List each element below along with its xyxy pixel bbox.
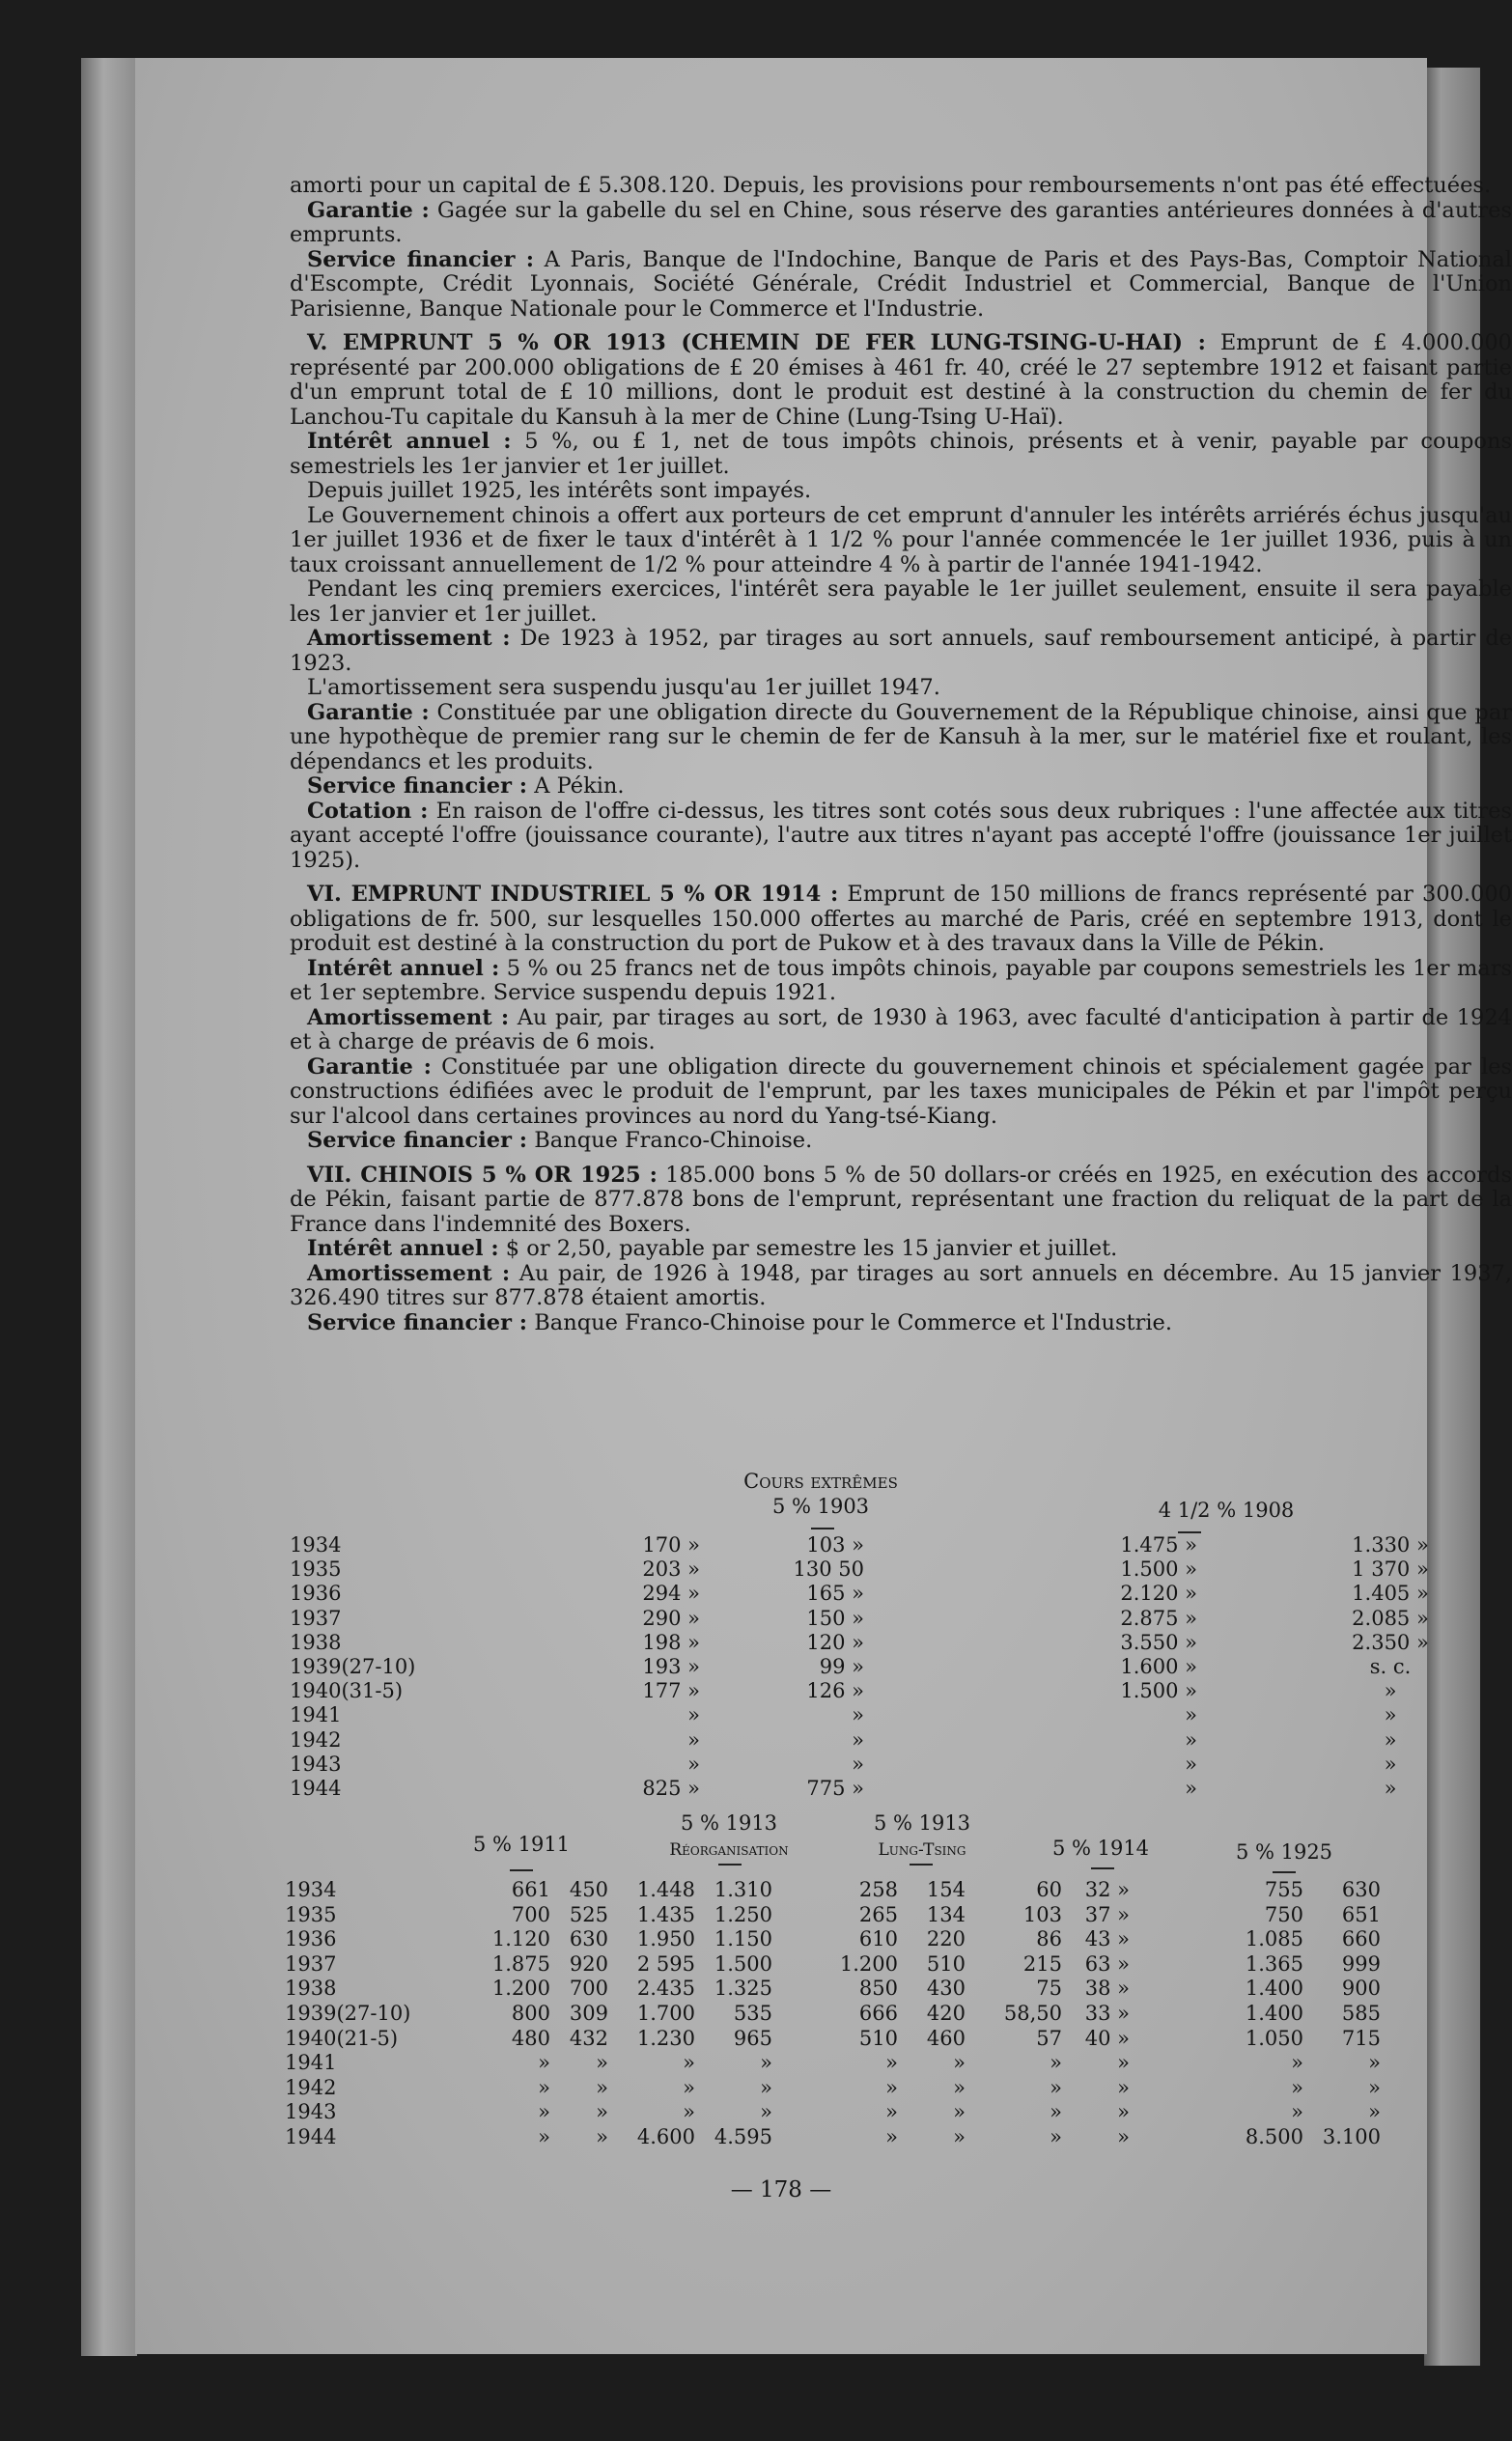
column-header: Lung-Tsing (878, 1840, 966, 1860)
table-cell: 430 (926, 1977, 966, 2001)
table-cell: » (1185, 1727, 1197, 1752)
paragraph-text: Au pair, par tirages au sort, de 1930 à 1963, avec faculté d'anticipation à partir de 1924 et à charge de préavis de 6 mois. (290, 1004, 1512, 1054)
table-cell: » (953, 2100, 966, 2124)
table-cell: 700 (569, 1977, 608, 2001)
year-label: 1940(31-5) (290, 1679, 404, 1703)
table-cell: » (852, 1703, 864, 1727)
table-cell: 99 » (819, 1655, 864, 1678)
year-label: 1942 (285, 2075, 337, 2099)
table-cell: » (1291, 2051, 1303, 2075)
year-label: 1934 (285, 1878, 337, 1901)
table-cell: 120 » (806, 1630, 864, 1654)
table-cell: 220 (926, 1927, 966, 1951)
table-cell: » (538, 2125, 550, 2148)
table-cell: 535 (733, 2002, 772, 2025)
year-label: 1939(27-10) (285, 2002, 411, 2025)
table-cell: » (1291, 2100, 1303, 2124)
table-cell: » (538, 2100, 550, 2124)
table-cell: 1.365 (1245, 1951, 1303, 1976)
paragraph-text: Constituée par une obligation directe du gouvernement chinois et spécialement gagée par les constructions édifiées avec le produit de l'emprunt, par les taxes municipales de Pékin et par l'impôt perçu sur l'alcool dans certaines provinces au nord du Yang-tsé-Kiang. (290, 1053, 1512, 1129)
table-cell: 1.085 (1245, 1927, 1303, 1951)
paragraph-label: Garantie : (307, 699, 430, 725)
table-cell: » (687, 1727, 700, 1752)
paragraph-text: A Paris, Banque de l'Indochine, Banque de Paris et des Pays-Bas, Comptoir National d'Escompte, Crédit Lyonnais, Société Générale, Crédit Industriel et Commercial, Banque de l'Union Parisienne, Banque Nationale pour le Commerce et l'Industrie. (290, 246, 1512, 322)
table-cell: » (596, 2051, 608, 2075)
paragraph (290, 883, 1512, 957)
table-cell: 3.100 (1322, 2125, 1381, 2148)
table-cell: » (1050, 2125, 1062, 2148)
year-label: 1941 (285, 2051, 337, 2075)
paragraph (290, 627, 1512, 676)
paragraph (290, 577, 1512, 627)
table-cell: 1.310 (714, 1878, 772, 1901)
table-cell: » (1384, 1679, 1397, 1703)
table-cell: 86 (1036, 1927, 1062, 1951)
book-page (135, 58, 1512, 2354)
paragraph (290, 479, 1512, 504)
table-cell: 265 (858, 1902, 898, 1926)
paragraph-text: Emprunt de 150 millions de francs représenté par 300.000 obligations de fr. 500, sur lesquelles 150.000 offertes au marché de Paris, créé en septembre 1913, dont le produit est destiné à la construction du port de Pukow et à des travaux dans la Ville de Pékin. (290, 882, 1512, 956)
year-label: 1944 (285, 2125, 337, 2148)
table-cell: 63 » (1084, 1951, 1130, 1976)
header-rule (510, 1869, 533, 1871)
year-label: 1935 (285, 1902, 337, 1926)
paragraph (290, 1262, 1512, 1311)
table-cell: 630 (569, 1927, 608, 1951)
table-cell: 1.120 (491, 1927, 550, 1951)
page-number: — 178 — (730, 2177, 832, 2203)
paragraph (290, 248, 1512, 323)
table-cell: » (1050, 2100, 1062, 2124)
table-cell: » (1368, 2100, 1381, 2124)
year-label: 1939(27-10) (290, 1655, 416, 1678)
year-label: 1940(21-5) (285, 2026, 399, 2050)
table-cell: » (1050, 2051, 1062, 2075)
table-cell: 1.500 (714, 1951, 772, 1976)
table-cell: 1.330 » (1352, 1533, 1429, 1557)
table-cell: 630 (1341, 1878, 1381, 1901)
table-cell: 198 » (642, 1630, 700, 1654)
paragraph (290, 174, 1512, 199)
table-cell: » (538, 2051, 550, 2075)
table-cell: » (1117, 2051, 1130, 2075)
table-cell: 154 (926, 1878, 966, 1901)
table-cell: » (1117, 2075, 1130, 2099)
table-cell: » (885, 2075, 898, 2099)
table-cell: 3.550 » (1120, 1630, 1197, 1654)
table-cell: 1.475 » (1120, 1533, 1197, 1557)
year-label: 1936 (285, 1927, 337, 1951)
table-cell: 2.120 » (1120, 1582, 1197, 1606)
paragraph-label: Amortissement : (307, 626, 511, 651)
table-cell: 130 50 (793, 1557, 864, 1582)
table-cell: » (1384, 1703, 1397, 1727)
table-cell: 103 » (806, 1533, 864, 1557)
paragraph-text: Banque Franco-Chinoise. (527, 1128, 813, 1153)
table-cell: 32 » (1084, 1878, 1130, 1901)
table-cell: » (852, 1727, 864, 1752)
table-cell: 651 (1341, 1902, 1381, 1926)
table-cell: » (683, 2100, 695, 2124)
table-cell: » (760, 2051, 772, 2075)
table-cell: » (1384, 1777, 1397, 1800)
paragraph (290, 957, 1512, 1006)
year-label: 1944 (290, 1777, 342, 1800)
table-cell: » (596, 2075, 608, 2099)
table-cell: » (760, 2100, 772, 2124)
paragraph (290, 504, 1512, 578)
table-cell: » (885, 2125, 898, 2148)
table-cell: 215 (1022, 1951, 1062, 1976)
table-cell: 585 (1341, 2002, 1381, 2025)
table-cell: 700 (511, 1902, 550, 1926)
table-cell: 661 (511, 1878, 550, 1901)
table-cell: 666 (858, 2002, 898, 2025)
table-cell: 177 » (642, 1679, 700, 1703)
paragraph-text: amorti pour un capital de £ 5.308.120. Depuis, les provisions pour remboursements n'ont pas été effectuées. (290, 173, 1492, 198)
year-label: 1938 (285, 1977, 337, 2001)
book-spine (81, 58, 137, 2356)
table-cell: 460 (926, 2026, 966, 2050)
column-header: 5 % 1911 (472, 1833, 571, 1856)
paragraph-text: 5 %, ou £ 1, net de tous impôts chinois, présents et à venir, payable par coupons semestriels les 1er janvier et 1er juillet. (290, 429, 1512, 479)
column-header: 5 % 1914 (1051, 1837, 1150, 1860)
paragraph (290, 701, 1512, 775)
table-caption: Cours extrêmes (743, 1470, 898, 1493)
table-cell: 825 » (642, 1777, 700, 1800)
table-cell: 965 (733, 2026, 772, 2050)
table-cell: » (885, 2051, 898, 2075)
paragraph-label: VI. EMPRUNT INDUSTRIEL 5 % OR 1914 : (307, 882, 839, 907)
paragraph-label: Cotation : (307, 798, 429, 824)
table-cell: » (953, 2125, 966, 2148)
paragraph-label: VII. CHINOIS 5 % OR 1925 : (307, 1162, 658, 1188)
year-label: 1938 (290, 1630, 342, 1654)
header-rule (1091, 1867, 1114, 1869)
paragraph-label: Service financier : (307, 246, 535, 272)
table-cell: 900 (1341, 1977, 1381, 2001)
table-cell: s. c. (1369, 1655, 1412, 1678)
table-cell: 8.500 (1245, 2125, 1303, 2148)
table-cell: 510 (858, 2026, 898, 2050)
table-cell: » (687, 1703, 700, 1727)
table-cell: » (1368, 2075, 1381, 2099)
table-cell: 610 (858, 1927, 898, 1951)
column-header: Réorganisation (669, 1840, 789, 1860)
column-header: 4 1/2 % 1908 (1158, 1499, 1295, 1522)
paragraph-label: Intérêt annuel : (307, 955, 500, 981)
table-cell: 1.400 (1245, 1977, 1303, 2001)
column-header: 5 % 1913 (680, 1811, 778, 1835)
paragraph-label: V. EMPRUNT 5 % OR 1913 (CHEMIN DE FER LUNG-TSING-U-HAI) : (307, 330, 1206, 355)
table-cell: 37 » (1084, 1902, 1130, 1926)
paragraph-text: 5 % ou 25 francs net de tous impôts chinois, payable par coupons semestriels les 1er mars et 1er septembre. Service suspendu depuis 1921. (290, 955, 1512, 1005)
table-cell: » (1117, 2100, 1130, 2124)
paragraph-text: A Pékin. (527, 773, 625, 799)
paragraph-text: En raison de l'offre ci-dessus, les titres sont cotés sous deux rubriques : l'une affectée aux titres ayant accepté l'offre (jouissance courante), l'autre aux titres n'ayant pas accepté l'offre (jouissance 1er juillet 1925). (290, 798, 1512, 873)
table-cell: 1.230 (636, 2026, 695, 2050)
table-cell: » (1050, 2075, 1062, 2099)
paragraph-text: $ or 2,50, payable par semestre les 15 janvier et juillet. (498, 1236, 1118, 1261)
table-cell: 450 (569, 1878, 608, 1901)
year-label: 1943 (290, 1752, 342, 1776)
table-cell: 60 (1036, 1878, 1062, 1901)
table-cell: 1.400 (1245, 2002, 1303, 2025)
table-cell: 1.875 (491, 1951, 550, 1976)
paragraph-label: Amortissement : (307, 1260, 511, 1286)
table-cell: » (683, 2051, 695, 2075)
table-cell: 294 » (642, 1582, 700, 1606)
table-cell: 1.405 » (1352, 1582, 1429, 1606)
paragraph (290, 1164, 1512, 1238)
table-cell: 4.595 (714, 2125, 772, 2148)
table-cell: 165 » (806, 1582, 864, 1606)
table-cell: 1.200 (839, 1951, 898, 1976)
year-label: 1937 (285, 1951, 337, 1976)
paragraph-text: De 1923 à 1952, par tirages au sort annuels, sauf remboursement anticipé, à partir de 1923. (290, 626, 1512, 676)
paragraph (290, 676, 1512, 701)
table-cell: 2.875 » (1120, 1606, 1197, 1630)
paragraph-label: Service financier : (307, 1128, 528, 1153)
table-cell: » (596, 2100, 608, 2124)
table-cell: 33 » (1084, 2002, 1130, 2025)
table-cell: 755 (1264, 1878, 1303, 1901)
table-cell: 193 » (642, 1655, 700, 1678)
paragraph-text: Depuis juillet 1925, les intérêts sont impayés. (307, 478, 812, 503)
paragraph (290, 331, 1512, 430)
table-cell: » (687, 1752, 700, 1776)
table-cell: » (1291, 2075, 1303, 2099)
header-rule (718, 1864, 742, 1866)
table-cell: 510 (926, 1951, 966, 1976)
table-cell: 2.435 (636, 1977, 695, 2001)
header-rule (1273, 1871, 1296, 1873)
table-cell: 1.500 » (1120, 1679, 1197, 1703)
paragraph-label: Garantie : (307, 1053, 432, 1080)
paragraph (290, 199, 1512, 248)
paragraph-text: Emprunt de £ 4.000.000 représenté par 200.000 obligations de £ 20 émises à 461 fr. 40, créé le 27 septembre 1912 et faisant partie d'un emprunt total de £ 10 millions, dont le produit est destiné à la construction du chemin de fer du Lanchou-Tu capitale du Kansuh à la mer de Chine (Lung-Tsing U-Haï). (290, 330, 1512, 430)
table-cell: » (885, 2100, 898, 2124)
column-header: 5 % 1913 (873, 1811, 971, 1835)
paragraph (290, 1055, 1512, 1130)
table-cell: » (596, 2125, 608, 2148)
table-cell: 1.700 (636, 2002, 695, 2025)
table-cell: 1.150 (714, 1927, 772, 1951)
table-cell: 1.200 (491, 1977, 550, 2001)
paragraph (290, 1237, 1512, 1262)
table-cell: 850 (858, 1977, 898, 2001)
paragraph-text: Constituée par une obligation directe du Gouvernement de la République chinoise, ainsi que par une hypothèque de premier rang sur le chemin de fer de Kansuh à la mer, sur le matériel fixe et roulant, les dépendancs et les produits. (290, 699, 1512, 774)
table-cell: 420 (926, 2002, 966, 2025)
table-cell: 203 » (642, 1557, 700, 1582)
table-cell: 920 (569, 1951, 608, 1976)
table-cell: » (1185, 1703, 1197, 1727)
table-cell: » (1368, 2051, 1381, 2075)
paragraph-text: L'amortissement sera suspendu jusqu'au 1er juillet 1947. (307, 675, 940, 700)
table-cell: 715 (1341, 2026, 1381, 2050)
table-cell: 103 (1022, 1902, 1062, 1926)
table-cell: 4.600 (636, 2125, 695, 2148)
table-cell: » (1185, 1752, 1197, 1776)
table-cell: 750 (1264, 1902, 1303, 1926)
table-cell: 480 (511, 2026, 550, 2050)
table-cell: 170 » (642, 1533, 700, 1557)
year-label: 1937 (290, 1606, 342, 1630)
body-text (290, 174, 1512, 1335)
year-label: 1943 (285, 2100, 337, 2124)
table-cell: 432 (569, 2026, 608, 2050)
table-cell: » (953, 2075, 966, 2099)
table-cell: » (1185, 1777, 1197, 1800)
table-cell: 1.050 (1245, 2026, 1303, 2050)
table-cell: » (683, 2075, 695, 2099)
header-rule (811, 1528, 834, 1529)
year-label: 1936 (290, 1582, 342, 1606)
table-cell: 1.325 (714, 1977, 772, 2001)
table-cell: » (760, 2075, 772, 2099)
table-cell: 75 (1036, 1977, 1062, 2001)
paragraph (290, 774, 1512, 800)
paragraph (290, 1129, 1512, 1154)
table-cell: 150 » (806, 1606, 864, 1630)
paragraph-text: 185.000 bons 5 % de 50 dollars-or créés en 1925, en exécution des accords de Pékin, faisant partie de 877.878 bons de l'emprunt, représentant une fraction du reliquat de la part de la France dans l'indemnité des Boxers. (290, 1162, 1512, 1237)
paragraph (290, 1311, 1512, 1336)
year-label: 1935 (290, 1557, 342, 1582)
table-cell: 1.500 » (1120, 1557, 1197, 1582)
year-label: 1941 (290, 1703, 342, 1727)
table-cell: 1.250 (714, 1902, 772, 1926)
year-label: 1934 (290, 1533, 342, 1557)
table-cell: » (852, 1752, 864, 1776)
table-cell: 1.600 » (1120, 1655, 1197, 1678)
table-cell: 2.085 » (1352, 1606, 1429, 1630)
paragraph-text: Pendant les cinq premiers exercices, l'intérêt sera payable le 1er juillet seulement, ensuite il sera payable les 1er janvier et 1er juillet. (290, 576, 1512, 627)
table-cell: 258 (858, 1878, 898, 1901)
table-cell: 2 595 (636, 1951, 695, 1976)
paragraph (290, 1006, 1512, 1055)
paragraph (290, 800, 1512, 874)
table-cell: 290 » (642, 1606, 700, 1630)
table-cell: 126 » (806, 1679, 864, 1703)
paragraph-label: Garantie : (307, 197, 430, 223)
table-cell: » (1384, 1727, 1397, 1752)
table-cell: » (953, 2051, 966, 2075)
table-cell: 1 370 » (1352, 1557, 1429, 1582)
paragraph-label: Intérêt annuel : (307, 1236, 499, 1261)
column-header: 5 % 1925 (1235, 1840, 1333, 1864)
table-cell: 800 (511, 2002, 550, 2025)
paragraph-label: Service financier : (307, 1309, 528, 1335)
table-cell: » (538, 2075, 550, 2099)
paragraph-text: Au pair, de 1926 à 1948, par tirages au sort annuels en décembre. Au 15 janvier 1937, 326.490 titres sur 877.878 étaient amortis. (290, 1260, 1512, 1310)
table-cell: 1.448 (636, 1878, 695, 1901)
table-cell: » (1384, 1752, 1397, 1776)
paragraph-text: Banque Franco-Chinoise pour le Commerce et l'Industrie. (527, 1309, 1172, 1335)
table-cell: 2.350 » (1352, 1630, 1429, 1654)
table-cell: 40 » (1084, 2026, 1130, 2050)
table-cell: 1.950 (636, 1927, 695, 1951)
table-cell: » (1117, 2125, 1130, 2148)
table-cell: 134 (926, 1902, 966, 1926)
table-cell: 309 (569, 2002, 608, 2025)
column-header: 5 % 1903 (771, 1495, 870, 1518)
table-cell: 525 (569, 1902, 608, 1926)
paragraph-label: Service financier : (307, 773, 528, 799)
table-cell: 43 » (1084, 1927, 1130, 1951)
paragraph-label: Amortissement : (307, 1004, 510, 1030)
table-cell: 775 » (806, 1777, 864, 1800)
table-cell: 58,50 (1003, 2002, 1062, 2025)
table-cell: 1.435 (636, 1902, 695, 1926)
header-rule (910, 1864, 933, 1866)
table-cell: 38 » (1084, 1977, 1130, 2001)
paragraph-label: Intérêt annuel : (307, 429, 512, 454)
table-cell: 999 (1341, 1951, 1381, 1976)
year-label: 1942 (290, 1727, 342, 1752)
table-cell: 57 (1036, 2026, 1062, 2050)
paragraph-text: Le Gouvernement chinois a offert aux porteurs de cet emprunt d'annuler les intérêts arriérés échus jusqu'au 1er juillet 1936 et de fixer le taux d'intérêt à 1 1/2 % pour l'année commencée le 1er juillet 1936, puis à un taux croissant annuellement de 1/2 % pour atteindre 4 % à partir de l'année 1941-1942. (290, 502, 1512, 577)
paragraph-text: Gagée sur la gabelle du sel en Chine, sous réserve des garanties antérieures données à d'autres emprunts. (290, 197, 1512, 247)
paragraph (290, 430, 1512, 479)
table-cell: 660 (1341, 1927, 1381, 1951)
